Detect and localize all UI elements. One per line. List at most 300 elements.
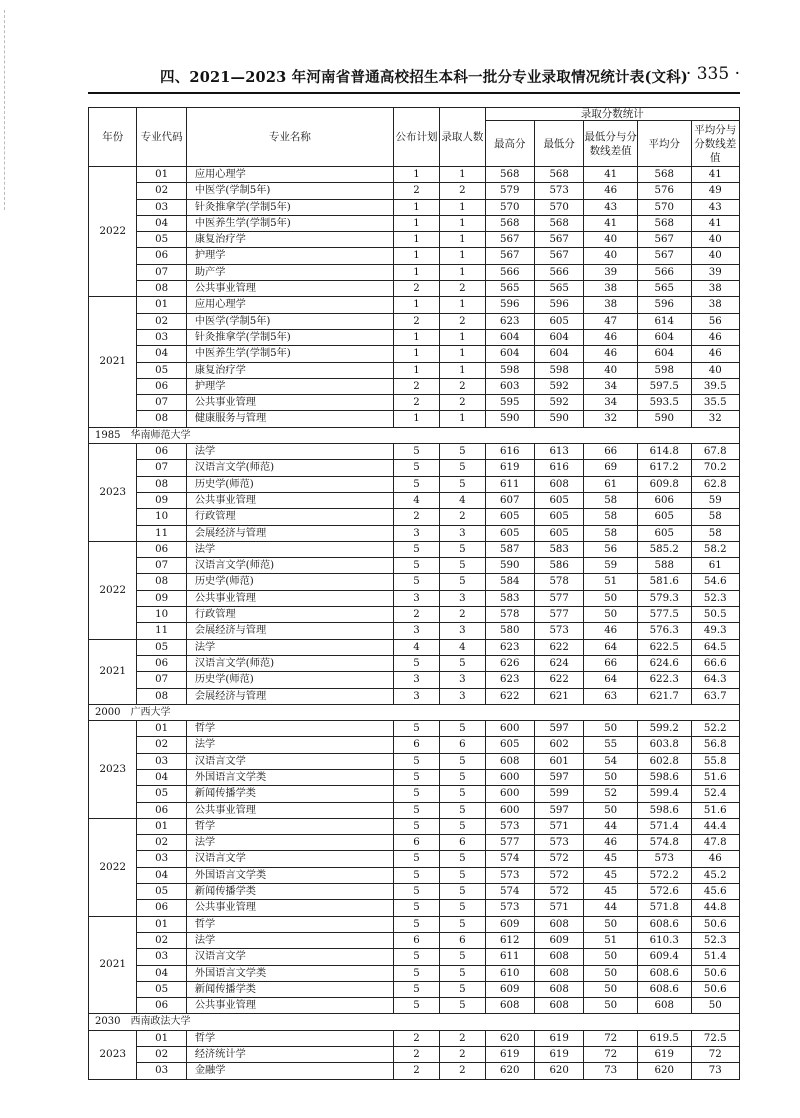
avg-diff: 70.2 [691, 460, 740, 476]
min-diff: 34 [584, 378, 638, 394]
major-name: 应用心理学 [186, 167, 393, 183]
avg-score: 608 [637, 998, 691, 1014]
max-score: 619 [485, 460, 534, 476]
plan-count: 1 [393, 264, 439, 280]
major-code: 06 [137, 900, 186, 916]
admitted-count: 3 [440, 525, 485, 541]
avg-score: 614.8 [637, 444, 691, 460]
avg-diff: 63.7 [691, 688, 740, 704]
avg-diff: 54.6 [691, 574, 740, 590]
plan-count: 2 [393, 509, 439, 525]
major-name: 公共事业管理 [186, 802, 393, 818]
avg-diff: 40 [691, 248, 740, 264]
avg-diff: 67.8 [691, 444, 740, 460]
avg-diff: 50.5 [691, 607, 740, 623]
min-diff: 52 [584, 786, 638, 802]
admitted-count: 1 [440, 297, 485, 313]
avg-score: 603.8 [637, 737, 691, 753]
table-row [89, 867, 740, 883]
min-score: 624 [534, 655, 583, 671]
admitted-count: 3 [440, 590, 485, 606]
avg-score: 596 [637, 297, 691, 313]
major-code: 07 [137, 672, 186, 688]
table-row [89, 932, 740, 948]
major-code: 03 [137, 329, 186, 345]
admitted-count: 6 [440, 737, 485, 753]
avg-score: 566 [637, 264, 691, 280]
min-score: 572 [534, 851, 583, 867]
max-score: 623 [485, 639, 534, 655]
table-row [89, 541, 740, 557]
avg-diff: 66.6 [691, 655, 740, 671]
min-score: 608 [534, 949, 583, 965]
max-score: 605 [485, 509, 534, 525]
major-code: 04 [137, 215, 186, 231]
major-name: 助产学 [186, 264, 393, 280]
min-score: 605 [534, 313, 583, 329]
max-score: 590 [485, 558, 534, 574]
admitted-count: 2 [440, 378, 485, 394]
major-code: 01 [137, 818, 186, 834]
admitted-count: 5 [440, 949, 485, 965]
avg-diff: 72.5 [691, 1030, 740, 1046]
plan-count: 1 [393, 346, 439, 362]
min-score: 602 [534, 737, 583, 753]
plan-count: 1 [393, 329, 439, 345]
admission-table [88, 107, 740, 1080]
page-title: 四、2021—2023 年河南省普通高校招生本科一批分专业录取情况统计表(文科) [160, 69, 688, 86]
avg-score: 568 [637, 215, 691, 231]
year-cell: 2021 [89, 916, 137, 1014]
major-name: 法学 [186, 444, 393, 460]
admitted-count: 2 [440, 1030, 485, 1046]
max-score: 600 [485, 721, 534, 737]
max-score: 616 [485, 444, 534, 460]
avg-diff: 50 [691, 998, 740, 1014]
admitted-count: 1 [440, 264, 485, 280]
avg-score: 574.8 [637, 835, 691, 851]
plan-count: 3 [393, 590, 439, 606]
major-name: 法学 [186, 932, 393, 948]
header-score-group: 录取分数统计 [485, 108, 739, 121]
min-diff: 46 [584, 329, 638, 345]
min-diff: 50 [584, 916, 638, 932]
major-name: 汉语言文学(师范) [186, 655, 393, 671]
avg-score: 579.3 [637, 590, 691, 606]
max-score: 607 [485, 492, 534, 508]
min-diff: 40 [584, 362, 638, 378]
admitted-count: 2 [440, 313, 485, 329]
min-score: 592 [534, 395, 583, 411]
header-max: 最高分 [485, 121, 534, 167]
max-score: 619 [485, 1047, 534, 1063]
min-score: 570 [534, 199, 583, 215]
major-code: 06 [137, 541, 186, 557]
min-diff: 32 [584, 411, 638, 427]
major-code: 05 [137, 639, 186, 655]
min-diff: 59 [584, 558, 638, 574]
header-plan: 公布计划 [393, 108, 439, 167]
avg-diff: 41 [691, 167, 740, 183]
admitted-count: 5 [440, 769, 485, 785]
major-code: 06 [137, 998, 186, 1014]
max-score: 573 [485, 867, 534, 883]
max-score: 574 [485, 884, 534, 900]
table-row [89, 655, 740, 671]
major-code: 01 [137, 297, 186, 313]
table-row [89, 835, 740, 851]
table-row [89, 378, 740, 394]
table-row [89, 916, 740, 932]
major-name: 汉语言文学(师范) [186, 558, 393, 574]
plan-count: 3 [393, 688, 439, 704]
min-score: 622 [534, 639, 583, 655]
avg-score: 598.6 [637, 802, 691, 818]
major-name: 公共事业管理 [186, 492, 393, 508]
avg-diff: 35.5 [691, 395, 740, 411]
avg-diff: 43 [691, 199, 740, 215]
plan-count: 2 [393, 607, 439, 623]
min-score: 567 [534, 232, 583, 248]
major-code: 05 [137, 884, 186, 900]
university-name: 2000 广西大学 [89, 704, 740, 720]
min-score: 601 [534, 753, 583, 769]
plan-count: 5 [393, 721, 439, 737]
min-diff: 38 [584, 281, 638, 297]
table-row [89, 965, 740, 981]
major-code: 05 [137, 232, 186, 248]
major-name: 哲学 [186, 916, 393, 932]
min-score: 571 [534, 900, 583, 916]
page-number: · 335 · [685, 64, 740, 84]
university-row [89, 1014, 740, 1030]
major-code: 03 [137, 1063, 186, 1079]
max-score: 609 [485, 981, 534, 997]
avg-score: 585.2 [637, 541, 691, 557]
avg-score: 565 [637, 281, 691, 297]
plan-count: 5 [393, 867, 439, 883]
admitted-count: 1 [440, 167, 485, 183]
major-name: 新闻传播学类 [186, 786, 393, 802]
avg-score: 590 [637, 411, 691, 427]
major-name: 会展经济与管理 [186, 688, 393, 704]
major-code: 08 [137, 574, 186, 590]
plan-count: 3 [393, 623, 439, 639]
year-cell: 2023 [89, 1030, 137, 1079]
table-row [89, 884, 740, 900]
admitted-count: 1 [440, 232, 485, 248]
max-score: 568 [485, 167, 534, 183]
admitted-count: 5 [440, 916, 485, 932]
max-score: 620 [485, 1063, 534, 1079]
min-score: 583 [534, 541, 583, 557]
plan-count: 2 [393, 183, 439, 199]
table-row [89, 672, 740, 688]
major-code: 06 [137, 248, 186, 264]
plan-count: 5 [393, 802, 439, 818]
plan-count: 3 [393, 672, 439, 688]
admitted-count: 5 [440, 965, 485, 981]
table-row [89, 1030, 740, 1046]
admitted-count: 6 [440, 932, 485, 948]
max-score: 623 [485, 313, 534, 329]
min-score: 605 [534, 492, 583, 508]
min-score: 578 [534, 574, 583, 590]
table-row [89, 900, 740, 916]
max-score: 578 [485, 607, 534, 623]
table-row [89, 264, 740, 280]
avg-diff: 58 [691, 525, 740, 541]
header-min-diff: 最低分与分数线差值 [584, 121, 638, 167]
admitted-count: 2 [440, 607, 485, 623]
avg-diff: 38 [691, 297, 740, 313]
table-row [89, 167, 740, 183]
avg-diff: 49.3 [691, 623, 740, 639]
min-score: 608 [534, 965, 583, 981]
avg-score: 604 [637, 346, 691, 362]
year-cell: 2022 [89, 541, 137, 639]
admitted-count: 1 [440, 362, 485, 378]
avg-diff: 73 [691, 1063, 740, 1079]
avg-diff: 49 [691, 183, 740, 199]
major-code: 07 [137, 460, 186, 476]
major-name: 康复治疗学 [186, 362, 393, 378]
avg-score: 619 [637, 1047, 691, 1063]
header-rule [88, 92, 740, 94]
min-score: 597 [534, 721, 583, 737]
plan-count: 5 [393, 444, 439, 460]
min-score: 621 [534, 688, 583, 704]
min-diff: 69 [584, 460, 638, 476]
max-score: 584 [485, 574, 534, 590]
major-code: 01 [137, 721, 186, 737]
admitted-count: 2 [440, 1047, 485, 1063]
major-code: 07 [137, 264, 186, 280]
max-score: 579 [485, 183, 534, 199]
table-row [89, 1047, 740, 1063]
avg-score: 599.4 [637, 786, 691, 802]
avg-diff: 58 [691, 509, 740, 525]
admitted-count: 1 [440, 215, 485, 231]
min-score: 605 [534, 525, 583, 541]
plan-count: 5 [393, 818, 439, 834]
major-code: 02 [137, 737, 186, 753]
table-row [89, 574, 740, 590]
avg-score: 609.4 [637, 949, 691, 965]
min-diff: 73 [584, 1063, 638, 1079]
min-diff: 44 [584, 818, 638, 834]
min-score: 597 [534, 802, 583, 818]
avg-score: 598.6 [637, 769, 691, 785]
header-code: 专业代码 [137, 108, 186, 167]
min-diff: 50 [584, 607, 638, 623]
avg-score: 571.8 [637, 900, 691, 916]
admitted-count: 1 [440, 346, 485, 362]
max-score: 565 [485, 281, 534, 297]
table-row [89, 623, 740, 639]
max-score: 567 [485, 232, 534, 248]
avg-diff: 51.6 [691, 769, 740, 785]
max-score: 566 [485, 264, 534, 280]
min-diff: 61 [584, 476, 638, 492]
min-score: 619 [534, 1030, 583, 1046]
plan-count: 6 [393, 737, 439, 753]
plan-count: 5 [393, 916, 439, 932]
major-code: 02 [137, 313, 186, 329]
min-diff: 50 [584, 769, 638, 785]
plan-count: 2 [393, 395, 439, 411]
plan-count: 2 [393, 1047, 439, 1063]
plan-count: 5 [393, 769, 439, 785]
table-row [89, 607, 740, 623]
major-name: 外国语言文学类 [186, 769, 393, 785]
avg-diff: 56 [691, 313, 740, 329]
major-code: 08 [137, 411, 186, 427]
admitted-count: 5 [440, 476, 485, 492]
plan-count: 1 [393, 248, 439, 264]
max-score: 574 [485, 851, 534, 867]
plan-count: 5 [393, 998, 439, 1014]
table-row [89, 998, 740, 1014]
max-score: 580 [485, 623, 534, 639]
major-name: 历史学(师范) [186, 672, 393, 688]
avg-diff: 46 [691, 329, 740, 345]
min-diff: 41 [584, 167, 638, 183]
major-code: 01 [137, 1030, 186, 1046]
table-row [89, 411, 740, 427]
min-diff: 64 [584, 672, 638, 688]
min-diff: 46 [584, 183, 638, 199]
min-diff: 50 [584, 590, 638, 606]
min-score: 609 [534, 932, 583, 948]
min-diff: 38 [584, 297, 638, 313]
min-diff: 66 [584, 655, 638, 671]
plan-count: 5 [393, 753, 439, 769]
major-code: 06 [137, 444, 186, 460]
avg-diff: 51.4 [691, 949, 740, 965]
admitted-count: 5 [440, 884, 485, 900]
year-cell: 2022 [89, 818, 137, 916]
admitted-count: 3 [440, 688, 485, 704]
min-diff: 55 [584, 737, 638, 753]
min-diff: 45 [584, 867, 638, 883]
major-name: 公共事业管理 [186, 998, 393, 1014]
major-code: 01 [137, 167, 186, 183]
max-score: 577 [485, 835, 534, 851]
table-row [89, 753, 740, 769]
admitted-count: 4 [440, 639, 485, 655]
min-diff: 63 [584, 688, 638, 704]
min-diff: 50 [584, 802, 638, 818]
min-diff: 46 [584, 623, 638, 639]
min-score: 608 [534, 998, 583, 1014]
avg-diff: 52.2 [691, 721, 740, 737]
major-name: 新闻传播学类 [186, 981, 393, 997]
min-score: 597 [534, 769, 583, 785]
table-row [89, 818, 740, 834]
table-row [89, 281, 740, 297]
admitted-count: 5 [440, 802, 485, 818]
avg-diff: 46 [691, 346, 740, 362]
min-diff: 56 [584, 541, 638, 557]
plan-count: 1 [393, 297, 439, 313]
max-score: 620 [485, 1030, 534, 1046]
major-name: 护理学 [186, 248, 393, 264]
min-score: 565 [534, 281, 583, 297]
admitted-count: 5 [440, 867, 485, 883]
avg-score: 606 [637, 492, 691, 508]
admitted-count: 1 [440, 199, 485, 215]
min-diff: 58 [584, 492, 638, 508]
min-score: 572 [534, 867, 583, 883]
max-score: 573 [485, 900, 534, 916]
major-name: 公共事业管理 [186, 281, 393, 297]
min-diff: 66 [584, 444, 638, 460]
admission-table-container [88, 107, 740, 1080]
min-score: 599 [534, 786, 583, 802]
table-row [89, 688, 740, 704]
min-score: 608 [534, 981, 583, 997]
max-score: 609 [485, 916, 534, 932]
table-row [89, 199, 740, 215]
plan-count: 1 [393, 167, 439, 183]
avg-score: 614 [637, 313, 691, 329]
min-score: 620 [534, 1063, 583, 1079]
avg-diff: 45.2 [691, 867, 740, 883]
min-score: 567 [534, 248, 583, 264]
table-header [89, 108, 740, 167]
table-row [89, 183, 740, 199]
avg-diff: 50.6 [691, 916, 740, 932]
major-name: 中医学(学制5年) [186, 183, 393, 199]
major-name: 汉语言文学 [186, 851, 393, 867]
avg-score: 621.7 [637, 688, 691, 704]
plan-count: 2 [393, 1030, 439, 1046]
admitted-count: 5 [440, 444, 485, 460]
table-row [89, 590, 740, 606]
min-diff: 54 [584, 753, 638, 769]
avg-diff: 50.6 [691, 981, 740, 997]
major-name: 汉语言文学 [186, 753, 393, 769]
max-score: 573 [485, 818, 534, 834]
min-score: 613 [534, 444, 583, 460]
major-name: 历史学(师范) [186, 476, 393, 492]
avg-score: 567 [637, 232, 691, 248]
table-row [89, 346, 740, 362]
table-row [89, 802, 740, 818]
plan-count: 1 [393, 199, 439, 215]
min-diff: 44 [584, 900, 638, 916]
max-score: 623 [485, 672, 534, 688]
table-row [89, 786, 740, 802]
plan-count: 5 [393, 460, 439, 476]
university-row [89, 427, 740, 443]
major-name: 法学 [186, 835, 393, 851]
max-score: 612 [485, 932, 534, 948]
min-score: 577 [534, 607, 583, 623]
major-name: 康复治疗学 [186, 232, 393, 248]
major-code: 04 [137, 346, 186, 362]
major-code: 08 [137, 688, 186, 704]
table-row [89, 444, 740, 460]
major-code: 11 [137, 623, 186, 639]
admitted-count: 5 [440, 558, 485, 574]
admitted-count: 1 [440, 411, 485, 427]
max-score: 570 [485, 199, 534, 215]
avg-diff: 52.3 [691, 932, 740, 948]
major-code: 02 [137, 183, 186, 199]
admitted-count: 1 [440, 248, 485, 264]
